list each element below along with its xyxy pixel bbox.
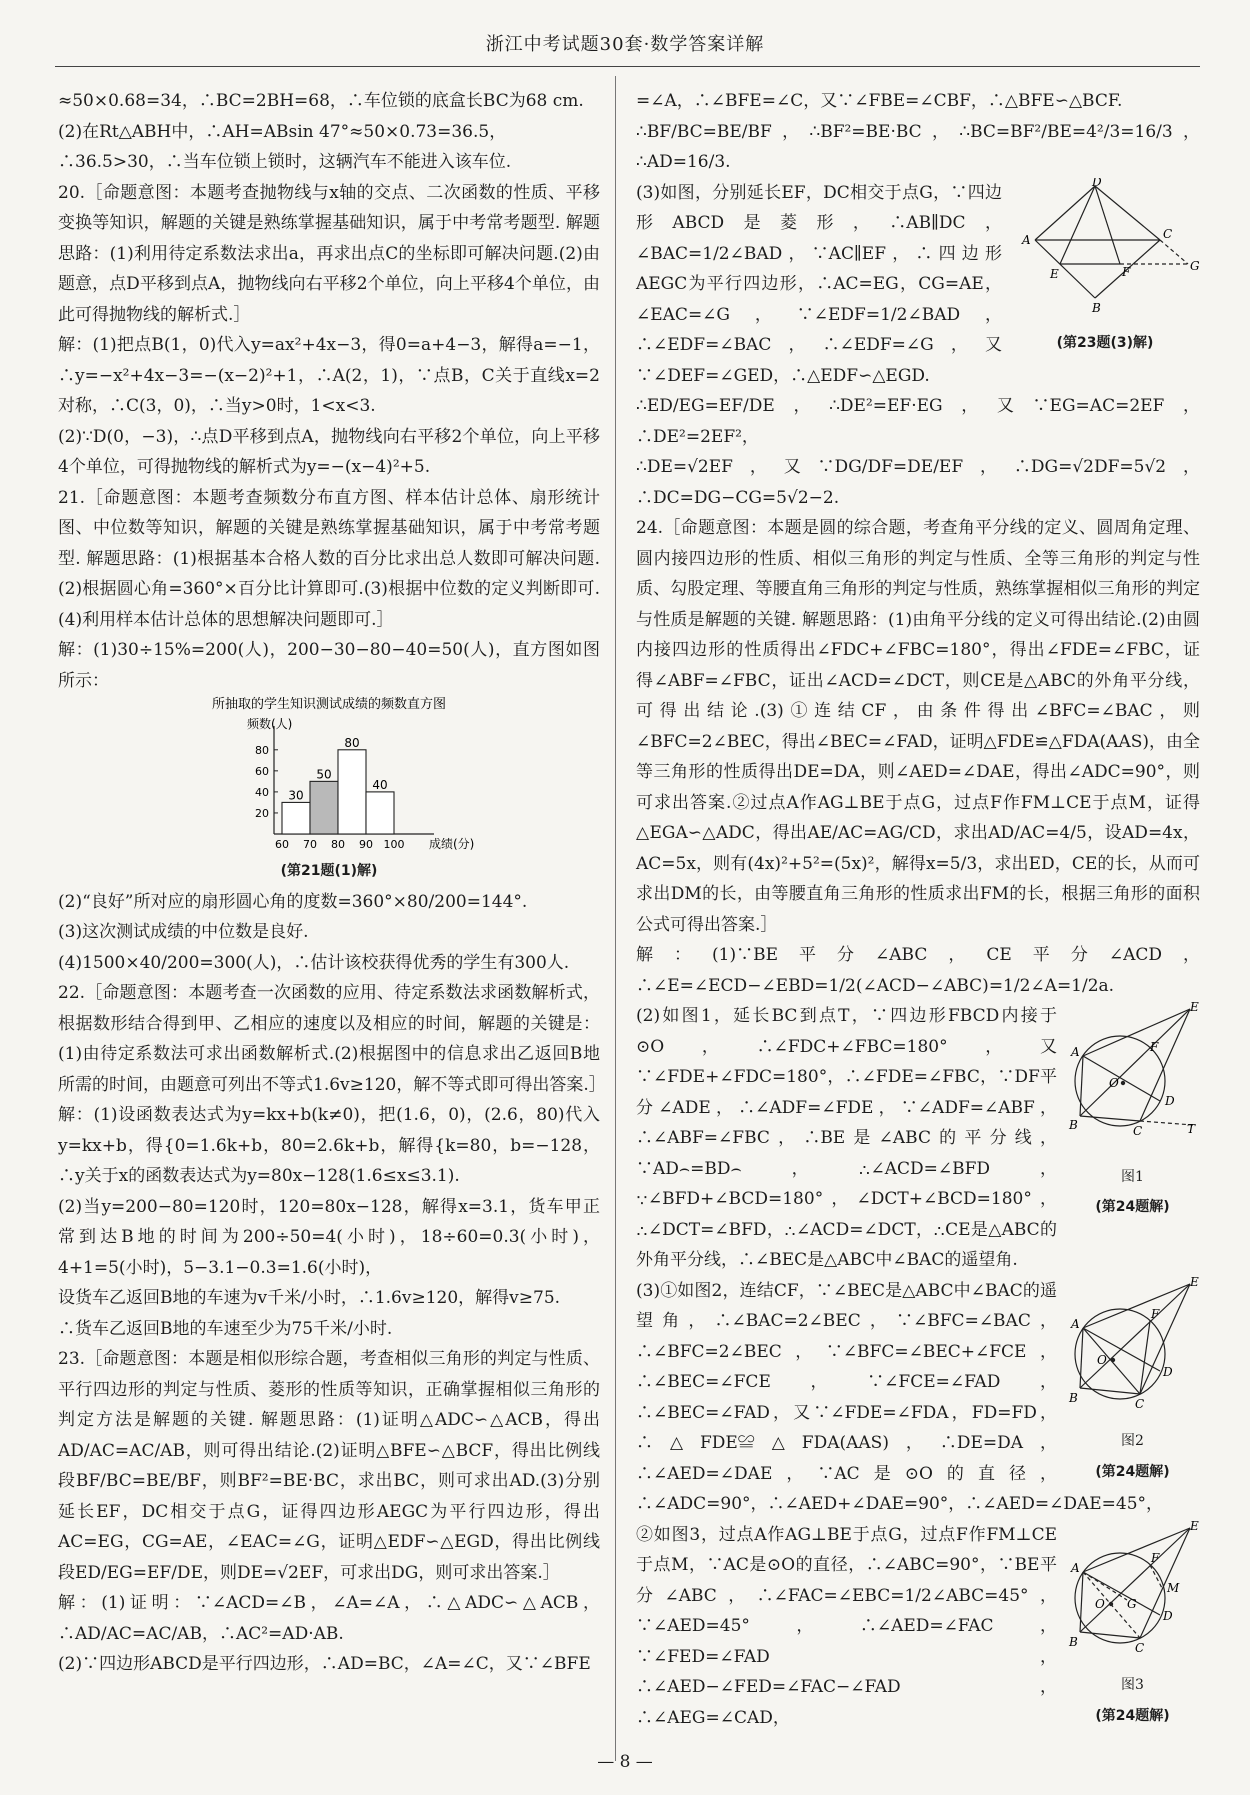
point-label: F (1122, 264, 1131, 279)
text-line: ∴36.5>30，∴当车位锁上锁时，这辆汽车不能进入该车位. (58, 152, 512, 172)
point-label: E (1190, 1275, 1199, 1289)
point-label: O (1095, 1596, 1105, 1611)
point-label: B (1092, 300, 1101, 315)
point-label: O (1097, 1352, 1107, 1367)
q20-solution-2: (2)∵D(0，−3)，∴点D平移到点A，抛物线向右平移2个单位，向上平移4个单位，可得抛物线的解析式为y=−(x−4)²+5. (58, 426, 600, 477)
q24-figure-3 (1065, 1520, 1200, 1732)
point-label: A (1022, 232, 1031, 247)
y-tick-label: 20 (255, 806, 269, 820)
bar-70-80 (310, 781, 338, 834)
point-label: B (1069, 1390, 1078, 1405)
q24-solution-3a: (3)①如图2，连结CF，∵∠BEC是△ABC中∠BAC的遥望角，∴∠BAC=2∠BEC，∵∠BFC=∠BAC，∴∠BFC=2∠BEC，∵∠BFC=∠BEC+∠FCE，∴∠BEC=∠FCE，∵∠FCE=∠FAD，∴∠BEC=∠FAD，又∵∠FDE=∠FDA，FD=FD，∴△FDE≌△FDA(AAS)，∴DE=DA，∴∠AED=∠DAE，∵AC是⊙O的直径，∴∠ADC=90°，∴∠AED+∠DAE=90°，∴∠AED=∠DAE=45°， (636, 1280, 1164, 1514)
y-tick-label: 80 (255, 743, 269, 757)
point-label: M (1167, 1580, 1180, 1595)
point-label: C (1133, 1124, 1143, 1138)
bar-value-label: 50 (316, 767, 332, 782)
point-label: O (1109, 1076, 1119, 1090)
text-line: ∴BF/BC=BE/BF，∴BF²=BE·BC，∴BC=BF²/BE=4²/3=16/3，∴AD=16/3. (636, 121, 1200, 172)
q23-intent: 23.［命题意图：本题是相似形综合题，考查相似三角形的判定与性质、平行四边形的判定与性质、菱形的性质等知识，正确掌握相似三角形的判定方法是解题的关键. 解题思路：(1)证明△ADC∽△ACB，得出AD/AC=AC/AB，则可得出结论.(2)证明△BFE∽△BCF，得出比例线段BF/BC=BE/BF，则BF²=BE·BC，求出BC，则可求出AD.(3)分别延长EF，DC相交于点G，证得四边形AEGC为平行四边形，得出AC=EG，CG=AE，∠EAC=∠G，证明△EDF∽△EGD，得出比例线段ED/EG=EF/DE，则DE=√2EF，可求出DG，则可求出答案.］ (58, 1349, 600, 1583)
caption-fig1: 图1 (1121, 1168, 1144, 1185)
bar-90-100 (366, 792, 394, 834)
point-label: D (1092, 177, 1102, 189)
text-line: =∠A，∴∠BFE=∠C，又∵∠FBE=∠CBF，∴△BFE∽△BCF. (636, 91, 1123, 111)
x-tick-label: 80 (331, 838, 345, 851)
q21-solution-1: 解：(1)30÷15%=200(人)，200−30−80−40=50(人)，直方图如图所示： (58, 640, 600, 691)
chart-xlabel: 成绩(分) (429, 837, 475, 851)
caption-fig2: 图2 (1121, 1433, 1144, 1449)
page-header: 浙江中考试题30套·数学答案详解 (485, 34, 765, 55)
bar-value-label: 30 (288, 788, 304, 803)
q23-part3: (3)如图，分别延长EF，DC相交于点G，∵四边形ABCD是菱形，∴AB∥DC，∠BAC=1/2∠BAD，∵AC∥EF，∴四边形AEGC为平行四边形，∴AC=EG，CG=AE，∠EAC=∠G，∵∠EDF=1/2∠BAD，∴∠EDF=∠BAC，∴∠EDF=∠G，又∵∠DEF=∠GED，∴△EDF∽△EGD. (636, 182, 1002, 386)
q22-solution-1: 解：(1)设函数表达式为y=kx+b(k≠0)，把(1.6，0)，(2.6，80)代入y=kx+b，得{0=1.6k+b，80=2.6k+b，解得{k=80，b=−128，∴y关于x的函数表达式为y=80x−128(1.6≤x≤3.1). (58, 1105, 600, 1186)
chart-title: 所抽取的学生知识测试成绩的频数直方图 (211, 697, 447, 712)
point-label: B (1069, 1118, 1078, 1132)
bar-80-90 (338, 750, 366, 834)
point-label: G (1127, 1596, 1137, 1611)
point-label: F (1151, 1550, 1160, 1565)
q23-figure (1010, 178, 1200, 359)
point-label: D (1163, 1364, 1173, 1379)
left-column (58, 86, 606, 1680)
point-label: C (1135, 1640, 1145, 1655)
x-tick-label: 70 (303, 838, 317, 851)
circle-diagram-2 (1065, 1276, 1200, 1416)
q24-solution-2: (2)如图1，延长BC到点T，∵四边形FBCD内接于⊙O，∴∠FDC+∠FBC=180°，又∵∠FDE+∠FDC=180°，∴∠FDE=∠FBC，∵DF平分∠ADE，∴∠ADF=∠FDE，∵∠ADF=∠ABF，∴∠ABF=∠FBC，∴BE是∠ABC的平分线，∵AD⌢=BD⌢，∴∠ACD=∠BFD，∵∠BFD+∠BCD=180°，∠DCT+∠BCD=180°，∴∠DCT=∠BFD，∴∠ACD=∠DCT，∴CE是△ABC的外角平分线，∴∠BEC是△ABC中∠BAC的遥望角. (636, 1006, 1057, 1270)
q24-solution-3b: ②如图3，过点A作AG⊥BE于点G，过点F作FM⊥CE于点M，∵AC是⊙O的直径，∴∠ABC=90°，∵BE平分∠ABC，∴∠FAC=∠EBC=1/2∠ABC=45°，∵∠AED=45°，∴∠AED=∠FAC，∵∠FED=∠FAD，∴∠AED−∠FED=∠FAC−∠FAD，∴∠AEG=∠CAD， (636, 1524, 1057, 1728)
point-label: E (1190, 1519, 1199, 1533)
q24-solution-1: 解：(1)∵BE平分∠ABC，CE平分∠ACD，∴∠E=∠ECD−∠EBD=1/2(∠ACD−∠ABC)=1/2∠A=1/2a. (636, 945, 1200, 996)
q21-intent: 21.［命题意图：本题考查频数分布直方图、样本估计总体、扇形统计图、中位数等知识，解题的关键是熟练掌握基础知识，属于中考常考题型. 解题思路：(1)根据基本合格人数的百分比求出总人数即可解决问题.(2)根据圆心角=360°×百分比计算即可.(3)根据中位数的定义判断即可.(4)利用样本估计总体的思想解决问题即可.］ (58, 487, 600, 630)
point-label: A (1071, 1560, 1080, 1575)
point-label: D (1163, 1608, 1173, 1623)
caption-q21: (第21题(1)解) (280, 863, 378, 879)
circle-diagram-1 (1065, 1001, 1200, 1151)
point-label: E (1190, 1001, 1199, 1014)
caption-q24-3: (第24题解) (1095, 1707, 1170, 1724)
point-label: C (1135, 1396, 1145, 1411)
point-label: G (1190, 258, 1200, 273)
q24-figure-1 (1065, 1001, 1200, 1223)
text-line: ∴ED/EG=EF/DE，∴DE²=EF·EG，又∵EG=AC=2EF，∴DE²=2EF²， (636, 396, 1200, 447)
caption-fig3: 图3 (1121, 1677, 1144, 1693)
point-label: T (1187, 1122, 1196, 1136)
q20-solution-1: 解：(1)把点B(1，0)代入y=ax²+4x−3，得0=a+4−3，解得a=−1，∴y=−x²+4x−3=−(x−2)²+1，∴A(2，1)，∵点B，C关于直线x=2对称，∴C(3，0)，∴当y>0时，1<x<3. (58, 335, 600, 416)
point-label: A (1071, 1045, 1080, 1059)
q20-intent: 20.［命题意图：本题考查抛物线与x轴的交点、二次函数的性质、平移变换等知识，解题的关键是熟练掌握基础知识，属于中考常考题型. 解题思路：(1)利用待定系数法求出a，再求出点C的坐标即可解决问题.(2)由题意，点D平移到点A，抛物线向右平移2个单位，向上平移4个单位，由此可得抛物线的解析式.］ (58, 182, 600, 325)
text-line: ∴DE=√2EF，又∵DG/DF=DE/EF，∴DG=√2DF=5√2，∴DC=DG−CG=5√2−2. (636, 457, 1200, 508)
q21-solution-4: (4)1500×40/200=300(人)，∴估计该校获得优秀的学生有300人. (58, 952, 570, 973)
x-tick-label: 90 (359, 838, 373, 851)
text-line: (2)在Rt△ABH中，∴AH=ABsin 47°≈50×0.73=36.5， (58, 121, 507, 142)
q22-solution-2: (2)当y=200−80=120时，120=80x−128，解得x=3.1，货车甲正常到达B地的时间为200÷50=4(小时)，18÷60=0.3(小时)，4+1=5(小时)，5−3.1−0.3=1.6(小时)， (58, 1196, 600, 1278)
rhombus-diagram (1010, 178, 1200, 318)
caption-q24-2: (第24题解) (1095, 1463, 1170, 1480)
q23-solution-1: 解：(1)证明：∵∠ACD=∠B，∠A=∠A，∴△ADC∽△ACB，∴AD/AC=AC/AB，∴AC²=AD·AB. (58, 1593, 600, 1644)
column-divider (615, 76, 616, 1761)
x-tick-label: 60 (275, 838, 289, 851)
point-label: C (1163, 226, 1173, 241)
q22-solution-3: 设货车乙返回B地的车速为v千米/小时，∴1.6v≥120，解得v≥75. (58, 1288, 561, 1308)
bar-value-label: 80 (344, 735, 360, 750)
caption-q23: (第23题(3)解) (1056, 335, 1154, 351)
circle-diagram-3 (1065, 1520, 1200, 1660)
histogram-figure (58, 696, 600, 887)
chart-bars (282, 736, 394, 834)
bar-value-label: 40 (372, 777, 388, 792)
y-tick-label: 60 (255, 764, 269, 778)
page-number: — 8 — (597, 1752, 653, 1772)
q21-solution-3: (3)这次测试成绩的中位数是良好. (58, 922, 309, 942)
text-line: ≈50×0.68=34，∴BC=2BH=68，∴车位锁的底盒长BC为68 cm. (58, 91, 584, 111)
bar-60-70 (282, 802, 310, 834)
point-label: B (1069, 1634, 1078, 1649)
point-label: F (1150, 1040, 1159, 1054)
point-label: E (1050, 266, 1059, 281)
chart-ylabel: 频数(人) (247, 717, 293, 731)
header-rule (55, 66, 1200, 67)
right-column (636, 86, 1200, 1733)
q23-solution-2: (2)∵四边形ABCD是平行四边形，∴AD=BC，∠A=∠C，又∵∠BFE (58, 1654, 591, 1674)
q22-solution-4: ∴货车乙返回B地的车速至少为75千米/小时. (58, 1318, 393, 1339)
histogram-chart (179, 696, 479, 856)
caption-q24: (第24题解) (1095, 1199, 1170, 1215)
y-tick-label: 40 (255, 785, 269, 799)
point-label: F (1151, 1306, 1160, 1321)
q22-intent: 22.［命题意图：本题考查一次函数的应用、待定系数法求函数解析式，根据数形结合得到甲、乙相应的速度以及相应的时间，解题的关键是：(1)由待定系数法可求出函数解析式.(2)根据图中的信息求出乙返回B地所需的时间，由题意可列出不等式1.6v≥120，解不等式即可得出答案.］ (58, 983, 606, 1095)
q24-figure-2 (1065, 1276, 1200, 1488)
point-label: D (1165, 1094, 1175, 1108)
q21-solution-2: (2)“良好”所对应的扇形圆心角的度数=360°×80/200=144°. (58, 891, 528, 912)
q24-intent: 24.［命题意图：本题是圆的综合题，考查角平分线的定义、圆周角定理、圆内接四边形的性质、相似三角形的判定与性质、全等三角形的判定与性质、勾股定理、等腰直角三角形的判定与性质，熟练掌握相似三角形的判定与性质是解题的关键. 解题思路：(1)由角平分线的定义可得出结论.(2)由圆内接四边形的性质得出∠FDC+∠FBC=180°，得出∠FDE=∠FBC，证得∠ABF=∠FBC，证出∠ACD=∠DCT，则CE是△ABC的外角平分线，可得出结论.(3)①连结CF，由条件得出∠BFC=∠BAC，则∠BFC=2∠BEC，得出∠BEC=∠FAD，证明△FDE≌△FDA(AAS)，由全等三角形的性质得出DE=DA，则∠AED=∠DAE，得出∠ADC=90°，则可求出答案.②过点A作AG⊥BE于点G，过点F作FM⊥CE于点M，证得△EGA∽△ADC，得出AE/AC=AG/CD，求出AD/AC=4/5，设AD=4x，AC=5x，则有(4x)²+5²=(5x)²，解得x=5/3，求出ED，CE的长，从而可求出DM的长，由等腰直角三角形的性质求出FM的长，根据三角形的面积公式可得出答案.］ (636, 518, 1201, 935)
point-label: A (1071, 1316, 1080, 1331)
x-tick-label: 100 (383, 838, 405, 851)
